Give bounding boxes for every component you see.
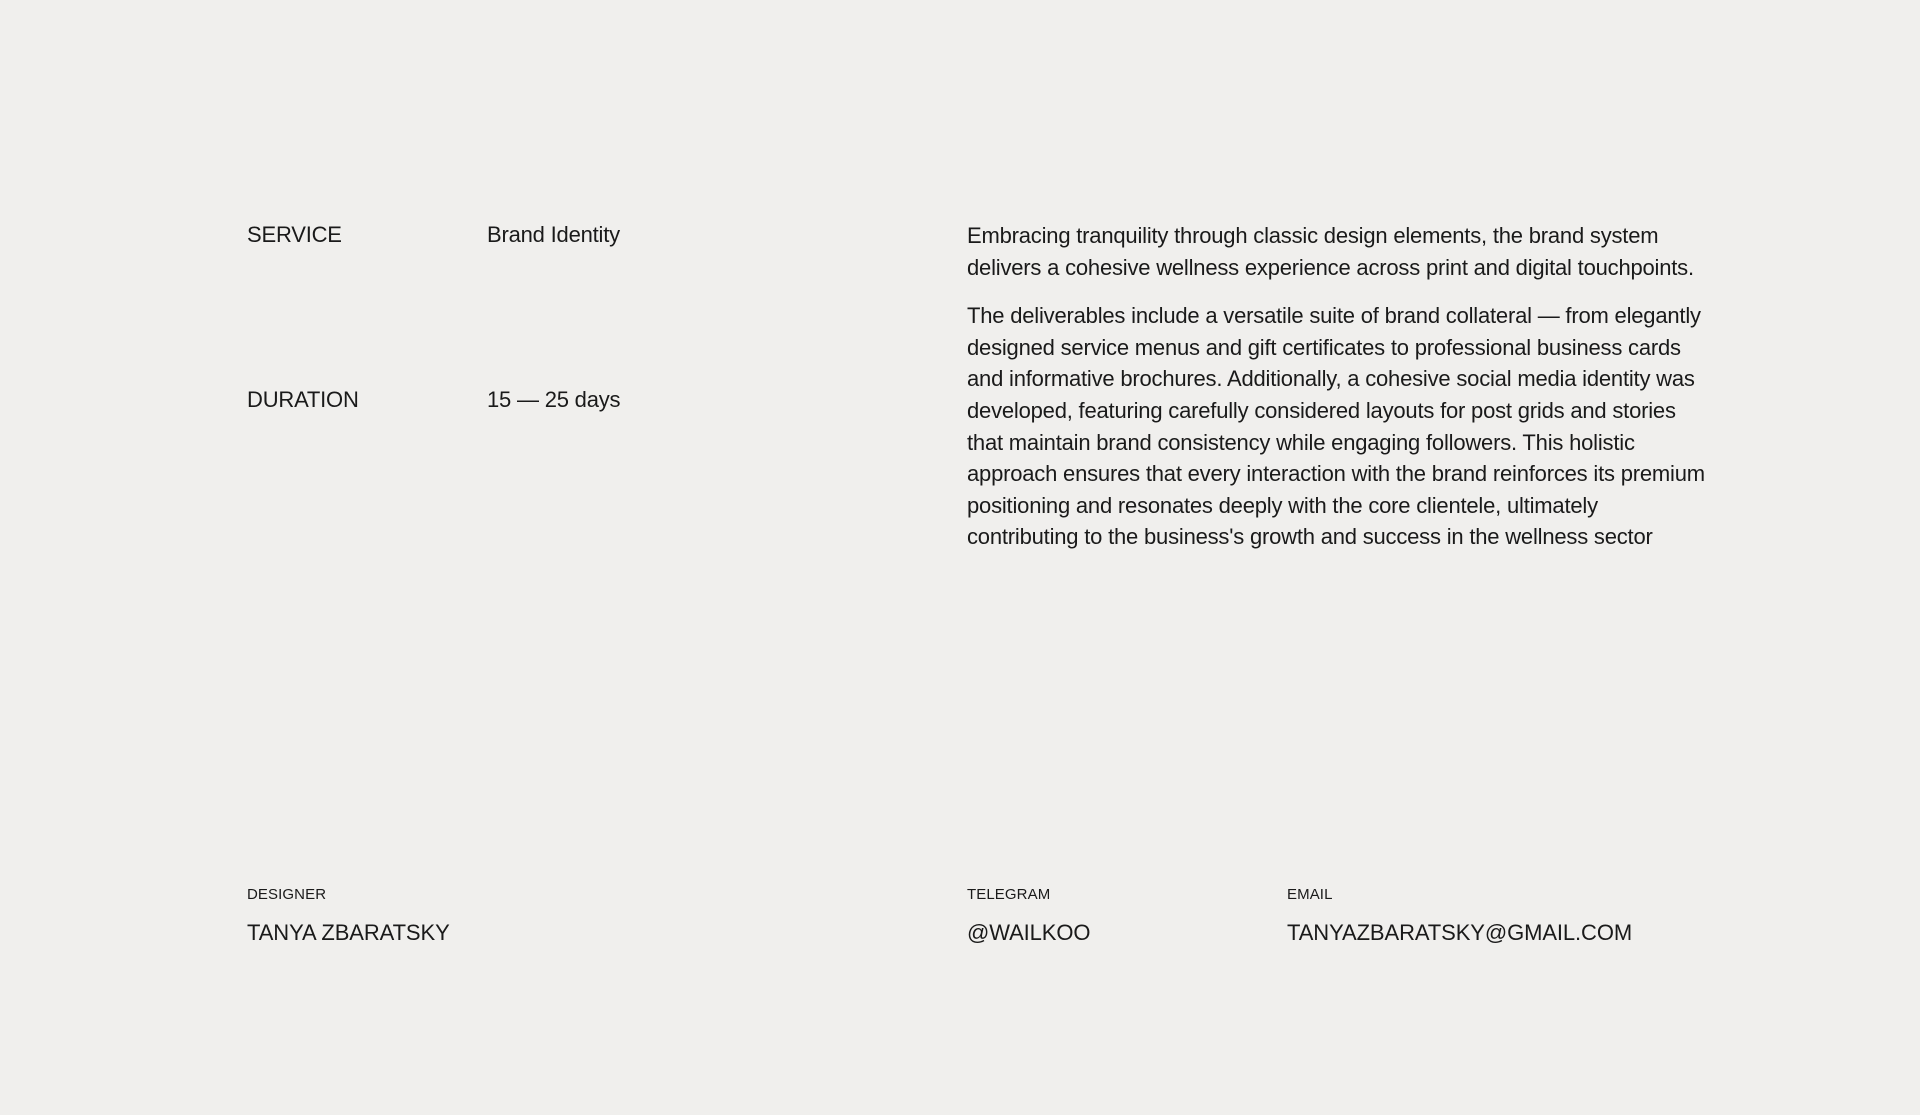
description-deliverables: The deliverables include a versatile suite of brand collateral — from elegantly designed service menus and gift certificates to professional business cards and informative brochures. Additionally, a cohesive social media identity was developed, featuring carefully considered layouts for post grids and stories that maintain brand consistency while engaging followers. This holistic approach ensures that every interaction with the brand reinforces its premium positioning and resonates deeply with the core clientele, ultimately contributing to the business's growth and success in the wellness sector [967, 303, 1705, 550]
description-intro: Embracing tranquility through classic design elements, the brand system delivers a cohesive wellness experience across print and digital touchpoints. [967, 223, 1694, 280]
telegram-label: TELEGRAM [967, 886, 1051, 903]
service-value: Brand Identity [487, 222, 620, 247]
designer-label: DESIGNER [247, 886, 327, 903]
telegram-link[interactable]: @WAILKOO [967, 920, 1091, 945]
service-label: SERVICE [247, 222, 342, 247]
duration-label: DURATION [247, 387, 359, 412]
project-description [967, 220, 1707, 553]
duration-value: 15 — 25 days [487, 387, 621, 412]
email-label: EMAIL [1287, 886, 1333, 903]
designer-name: TANYA ZBARATSKY [247, 920, 450, 945]
email-link[interactable]: TANYAZBARATSKY@GMAIL.COM [1287, 920, 1633, 945]
